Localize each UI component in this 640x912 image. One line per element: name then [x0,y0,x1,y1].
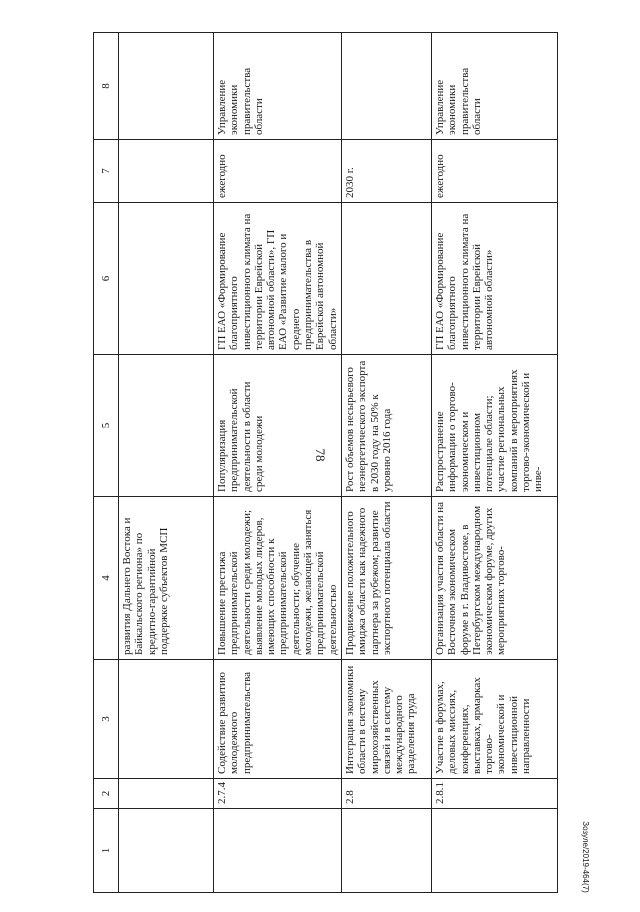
cell-index [341,809,431,893]
column-header: 8 [94,33,119,140]
column-header: 7 [94,140,119,203]
rotated-table-wrapper [93,33,545,893]
cell-measure: Содействие развитию молодежного предпринимательства [214,660,342,779]
table-row [119,33,214,893]
cell-number: 2.8.1 [431,779,557,809]
cell-actions: Продвижение положительного имиджа области как надежного партнера за рубежом; развитие экспортного потенциала области [341,497,431,660]
cell-deadline: 2030 г. [341,140,431,203]
cell-result [119,355,214,497]
cell-index [431,809,557,893]
cell-measure: Участие в форумах, деловых миссиях, конференциях, выставках, ярмарках торгово-экономической и инвестиционной направленности [431,660,557,779]
table-frame [93,33,545,893]
column-header: 6 [94,203,119,355]
cell-deadline: ежегодно [431,140,557,203]
column-header: 5 [94,355,119,497]
cell-responsible [119,33,214,140]
cell-actions: Повышение престижа предпринимательской деятельности среди молодежи; выявление молодых лидеров, имеющих способности к предпринимательской деятельности; обучение молодежи, желающей заняться предпринимательской деятельностью [214,497,342,660]
cell-result: Рост объемов несырьевого неэнергетического экспорта в 2030 году на 50% к уровню 2016 года [341,355,431,497]
cell-number: 2.7.4 [214,779,342,809]
table-header-row [94,33,119,893]
column-header: 3 [94,660,119,779]
column-header: 1 [94,809,119,893]
cell-actions: развития Дальнего Востока и Байкальского региона» по кредитно-гарантийной поддержке субъектов МСП [119,497,214,660]
cell-program: ГП ЕАО «Формирование благоприятного инвестиционного климата на территории Еврейской автономной области» [431,203,557,355]
cell-responsible: Управление экономики правительства области [431,33,557,140]
cell-responsible: Управление экономики правительства области [214,33,342,140]
cell-result: Распространение информации о торгово-экономическом и инвестиционном потенциале области; участие региональных компаний в мероприятиях торгово-экономической и инве- [431,355,557,497]
table-row [341,33,431,893]
cell-result: Популяризация предпринимательской деятельности в области среди молодежи [214,355,342,497]
cell-deadline: ежегодно [214,140,342,203]
cell-number: 2.8 [341,779,431,809]
cell-measure [119,660,214,779]
cell-program [341,203,431,355]
cell-number [119,779,214,809]
document-stamp: Зозуле/2019-464(7) [581,821,590,893]
cell-index [214,809,342,893]
cell-index [119,809,214,893]
column-header: 2 [94,779,119,809]
column-header: 4 [94,497,119,660]
cell-program: ГП ЕАО «Формирование благоприятного инвестиционного климата на территории Еврейской автономной области», ГП ЕАО «Развитие малого и среднего предпринимательства в Еврейской автономной области» [214,203,342,355]
table-row [214,33,342,893]
cell-actions: Организация участия области на Восточном экономическом форуме в г. Владивостоке, в Петербургском международном экономическом форуме, других мероприятиях торгово- [431,497,557,660]
cell-measure: Интеграция экономики области в систему мирохозяйственных связей и в систему международного разделения труда [341,660,431,779]
page-number: 78 [313,448,328,462]
cell-program [119,203,214,355]
cell-responsible [341,33,431,140]
action-plan-table [93,32,558,893]
table-row [431,33,557,893]
cell-deadline [119,140,214,203]
